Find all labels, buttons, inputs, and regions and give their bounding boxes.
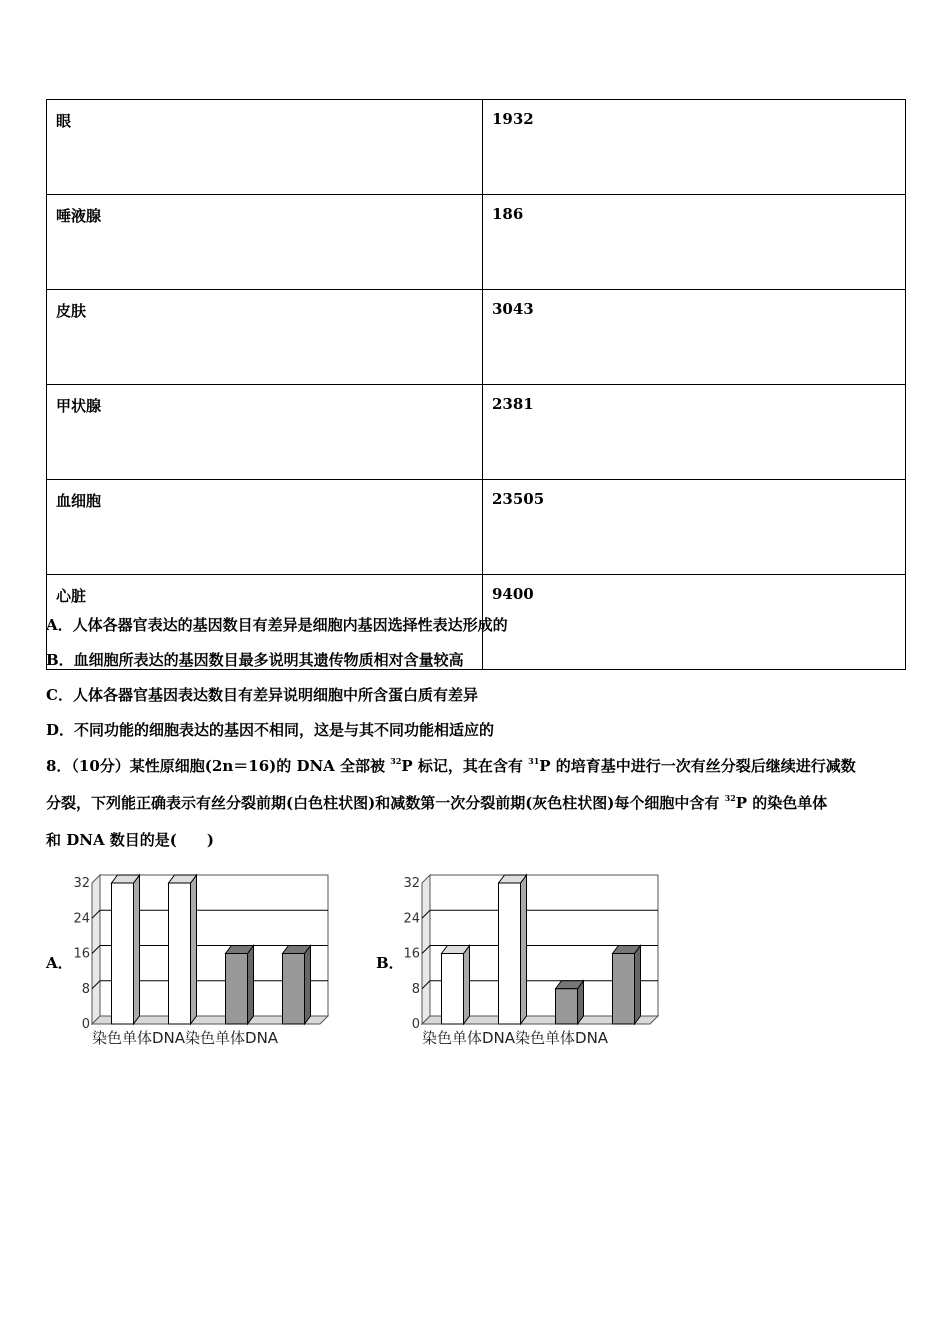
count-cell: 2381 bbox=[483, 385, 906, 480]
option-c: C．人体各器官基因表达数目有差异说明细胞中所含蛋白质有差异 bbox=[46, 686, 478, 704]
question-8-line-1 bbox=[46, 755, 856, 776]
chart-a-label: A． bbox=[46, 954, 73, 972]
organ-cell: 心脏 bbox=[47, 575, 483, 670]
y-tick-label: 32 bbox=[73, 876, 90, 891]
bar bbox=[283, 946, 311, 1025]
y-tick-label: 16 bbox=[73, 946, 90, 962]
organ-cell: 甲状腺 bbox=[47, 385, 483, 480]
bar-side bbox=[191, 875, 197, 1024]
chart-b-label: B． bbox=[376, 954, 404, 972]
bar-front bbox=[556, 989, 578, 1024]
bar-side bbox=[464, 946, 470, 1025]
y-tick-label: 8 bbox=[81, 981, 90, 997]
count-cell: 9400 bbox=[483, 575, 906, 670]
bar-side bbox=[134, 875, 140, 1024]
bar-front bbox=[613, 954, 635, 1025]
chart-b bbox=[400, 868, 670, 1050]
bar-front bbox=[169, 883, 191, 1024]
bar-front bbox=[283, 954, 305, 1025]
organ-cell: 唾液腺 bbox=[47, 195, 483, 290]
y-tick-label: 8 bbox=[411, 981, 420, 997]
bar bbox=[226, 946, 254, 1025]
table-row bbox=[47, 385, 906, 480]
x-axis-label: 染色单体DNA染色单体DNA bbox=[92, 1029, 279, 1047]
table-row bbox=[47, 290, 906, 385]
bar bbox=[499, 875, 527, 1024]
y-tick-label: 0 bbox=[81, 1017, 90, 1032]
bar-front bbox=[226, 954, 248, 1025]
q8-text: 分裂，下列能正确表示有丝分裂前期(白色柱状图)和减数第一次分裂前期(灰色柱状图)每个细胞中含有 bbox=[46, 794, 725, 812]
q8-sup: 32 bbox=[390, 756, 402, 766]
chart-a bbox=[70, 868, 340, 1050]
table-row bbox=[47, 100, 906, 195]
bar bbox=[556, 981, 584, 1024]
q8-text: P 标记，其在含有 bbox=[401, 757, 529, 775]
count-cell: 1932 bbox=[483, 100, 906, 195]
bar bbox=[613, 946, 641, 1025]
q8-sup: 32 bbox=[724, 793, 736, 803]
organ-gene-table bbox=[46, 99, 906, 670]
y-tick-label: 16 bbox=[403, 946, 420, 962]
q8-sup: 31 bbox=[528, 756, 540, 766]
organ-cell: 血细胞 bbox=[47, 480, 483, 575]
bar-side bbox=[635, 946, 641, 1025]
y-tick-label: 24 bbox=[403, 911, 420, 927]
question-8-line-2 bbox=[46, 792, 827, 813]
option-b: B．血细胞所表达的基因数目最多说明其遗传物质相对含量较高 bbox=[46, 651, 464, 669]
q8-text: P 的染色单体 bbox=[735, 794, 828, 812]
bar-side bbox=[521, 875, 527, 1024]
bar-side bbox=[305, 946, 311, 1025]
q8-text: P 的培育基中进行一次有丝分裂后继续进行减数 bbox=[539, 757, 856, 775]
table-row bbox=[47, 195, 906, 290]
bar-side bbox=[248, 946, 254, 1025]
bar bbox=[442, 946, 470, 1025]
bar-front bbox=[442, 954, 464, 1025]
option-a: A．人体各器官表达的基因数目有差异是细胞内基因选择性表达形成的 bbox=[46, 616, 508, 634]
bar-front bbox=[499, 883, 521, 1024]
y-tick-label: 0 bbox=[411, 1017, 420, 1032]
bar bbox=[112, 875, 140, 1024]
option-d: D．不同功能的细胞表达的基因不相同，这是与其不同功能相适应的 bbox=[46, 721, 495, 739]
bar bbox=[169, 875, 197, 1024]
count-cell: 186 bbox=[483, 195, 906, 290]
count-cell: 23505 bbox=[483, 480, 906, 575]
question-8-line-3: 和 DNA 数目的是( ) bbox=[46, 831, 214, 849]
q8-text: 8．（10分）某性原细胞(2n＝16)的 DNA 全部被 bbox=[46, 757, 391, 775]
y-tick-label: 32 bbox=[403, 876, 420, 891]
bar-front bbox=[112, 883, 134, 1024]
x-axis-label: 染色单体DNA染色单体DNA bbox=[422, 1029, 609, 1047]
organ-cell: 眼 bbox=[47, 100, 483, 195]
table-row bbox=[47, 480, 906, 575]
organ-cell: 皮肤 bbox=[47, 290, 483, 385]
count-cell: 3043 bbox=[483, 290, 906, 385]
y-tick-label: 24 bbox=[73, 911, 90, 927]
